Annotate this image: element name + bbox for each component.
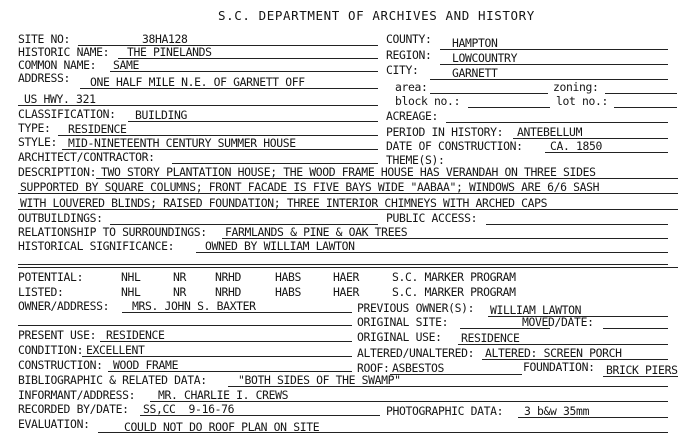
classification-value: BUILDING (135, 108, 188, 122)
date-construction-label: DATE OF CONSTRUCTION: (386, 139, 523, 153)
description-rule-1 (96, 178, 678, 179)
architect-label: ARCHITECT/CONTRACTOR: (18, 150, 155, 164)
condition-value: EXCELLENT (86, 343, 145, 357)
classification-label: CLASSIFICATION: (18, 107, 116, 121)
significance-rule (196, 252, 668, 253)
site-no-value: 38HA128 (142, 32, 188, 46)
owner-address-rule (122, 312, 352, 313)
roof-rule (390, 374, 522, 375)
area-label: area: (395, 80, 428, 94)
description-label: DESCRIPTION: (18, 165, 97, 179)
foundation-rule (603, 376, 678, 377)
recorded-rule (140, 415, 380, 416)
date-construction-value: CA. 1850 (550, 139, 603, 153)
original-site-label: ORIGINAL SITE: (357, 315, 449, 329)
type-label: TYPE: (18, 121, 51, 135)
roof-label: ROOF: (357, 361, 390, 375)
relationship-label: RELATIONSHIP TO SURROUNDINGS: (18, 225, 207, 239)
original-use-value: RESIDENCE (461, 331, 520, 345)
period-value: ANTEBELLUM (517, 125, 583, 139)
photographic-label: PHOTOGRAPHIC DATA: (386, 404, 504, 418)
architect-rule (172, 163, 378, 164)
public-access-label: PUBLIC ACCESS: (386, 211, 478, 225)
moved-date-label: MOVED/DATE: (522, 315, 594, 329)
foundation-value: BRICK PIERS (606, 363, 678, 377)
acreage-label: ACREAGE: (386, 109, 439, 123)
zoning-rule (605, 93, 677, 94)
evaluation-label: EVALUATION: (18, 417, 90, 431)
present-use-value: RESIDENCE (106, 328, 165, 342)
county-value: HAMPTON (452, 36, 498, 50)
present-use-label: PRESENT USE: (18, 328, 97, 342)
significance-rule-2 (18, 264, 668, 265)
significance-label: HISTORICAL SIGNIFICANCE: (18, 239, 175, 253)
altered-value: ALTERED: SCREEN PORCH (485, 346, 622, 360)
listed-nrhd: NRHD (215, 285, 242, 299)
address-label: ADDRESS: (18, 71, 71, 85)
site-no-label: SITE NO: (18, 32, 71, 46)
historic-name-rule (118, 58, 378, 59)
common-name-label: COMMON NAME: (18, 58, 97, 72)
bibliographic-value: "BOTH SIDES OF THE SWAMP" (238, 373, 401, 387)
common-name-rule (110, 71, 378, 72)
address-line2: US HWY. 321 (24, 92, 96, 106)
condition-rule (82, 356, 352, 357)
block-no-rule (468, 107, 550, 108)
block-no-label: block no.: (395, 94, 461, 108)
region-value: LOWCOUNTRY (452, 51, 518, 65)
significance-value: OWNED BY WILLIAM LAWTON (205, 239, 355, 253)
historic-name-value: THE PINELANDS (127, 45, 212, 59)
description-rule-2 (18, 193, 678, 194)
original-use-label: ORIGINAL USE: (357, 330, 442, 344)
condition-label: CONDITION: (18, 343, 84, 357)
themes-label: THEME(S): (386, 153, 445, 167)
listed-marker: S.C. MARKER PROGRAM (392, 285, 516, 299)
construction-label: CONSTRUCTION: (18, 358, 103, 372)
foundation-label: FOUNDATION: (523, 360, 595, 374)
outbuildings-label: OUTBUILDINGS: (18, 211, 103, 225)
potential-nhl: NHL (121, 270, 141, 284)
bibliographic-rule (228, 386, 668, 387)
moved-date-rule (603, 328, 668, 329)
description-rule-3 (18, 209, 678, 210)
style-label: STYLE: (18, 135, 58, 149)
previous-owners-label: PREVIOUS OWNER(S): (357, 301, 475, 315)
bibliographic-label: BIBLIOGRAPHIC & RELATED DATA: (18, 373, 207, 387)
region-label: REGION: (386, 48, 432, 62)
county-label: COUNTY: (386, 32, 432, 46)
city-value: GARNETT (452, 66, 498, 80)
photographic-rule (518, 417, 668, 418)
original-use-rule (458, 344, 668, 345)
listed-habs: HABS (275, 285, 302, 299)
evaluation-value: COULD NOT DO ROOF PLAN ON SITE (124, 420, 320, 434)
present-use-rule (100, 341, 352, 342)
listed-haer: HAER (333, 285, 360, 299)
recorded-value: SS,CC 9-16-76 (143, 402, 235, 416)
informant-value: MR. CHARLIE I. CREWS (158, 388, 289, 402)
potential-haer: HAER (333, 270, 360, 284)
roof-value: ASBESTOS (392, 361, 445, 375)
zoning-label: zoning: (553, 80, 599, 94)
classification-rule (128, 121, 378, 122)
city-rule (430, 79, 668, 80)
date-construction-rule (545, 152, 668, 153)
altered-label: ALTERED/UNALTERED: (357, 346, 475, 360)
potential-marker: S.C. MARKER PROGRAM (392, 270, 516, 284)
owner-address-rule-2 (18, 325, 352, 326)
lot-no-rule (614, 107, 677, 108)
common-name-value: SAME (113, 58, 140, 72)
construction-rule (108, 371, 352, 372)
form-title: S.C. DEPARTMENT OF ARCHIVES AND HISTORY (218, 8, 535, 23)
construction-value: WOOD FRAME (113, 358, 179, 372)
description-line-2: SUPPORTED BY SQUARE COLUMNS; FRONT FACADE IS FIVE BAYS WIDE "AABAA"; WINDOWS ARE 6/6 SASH (20, 180, 600, 194)
acreage-rule (446, 122, 668, 123)
owner-address-value: MRS. JOHN S. BAXTER (132, 299, 256, 313)
period-label: PERIOD IN HISTORY: (386, 125, 504, 139)
address-rule-1 (80, 88, 378, 89)
evaluation-rule (98, 432, 668, 433)
recorded-label: RECORDED BY/DATE: (18, 402, 129, 416)
description-line-3: WITH LOUVERED BLINDS; RAISED FOUNDATION; THREE INTERIOR CHIMNEYS WITH ARCHED CAPS (20, 196, 548, 210)
region-rule (440, 64, 668, 65)
previous-owners-value: WILLIAM LAWTON (490, 303, 582, 317)
address-line1: ONE HALF MILE N.E. OF GARNETT OFF (90, 75, 305, 89)
style-value: MID-NINETEENTH CENTURY SUMMER HOUSE (68, 136, 296, 150)
listed-nhl: NHL (121, 285, 141, 299)
potential-nrhd: NRHD (215, 270, 242, 284)
description-line-1: TWO STORY PLANTATION HOUSE; THE WOOD FRAME HOUSE HAS VERANDAH ON THREE SIDES (101, 165, 596, 179)
address-rule-2 (18, 105, 378, 106)
potential-habs: HABS (275, 270, 302, 284)
county-rule (440, 49, 668, 50)
historic-name-label: HISTORIC NAME: (18, 45, 110, 59)
relationship-value: FARMLANDS & PINE & OAK TREES (225, 225, 408, 239)
informant-label: INFORMANT/ADDRESS: (18, 388, 136, 402)
potential-label: POTENTIAL: (18, 270, 84, 284)
photographic-value: 3 b&w 35mm (524, 404, 590, 418)
section-divider (18, 267, 678, 268)
public-access-rule (486, 224, 668, 225)
site-no-rule (78, 45, 378, 46)
city-label: CITY: (386, 63, 419, 77)
lot-no-label: lot no.: (556, 94, 609, 108)
type-value: RESIDENCE (68, 122, 127, 136)
potential-nr: NR (173, 270, 187, 284)
listed-nr: NR (173, 285, 187, 299)
owner-address-label: OWNER/ADDRESS: (18, 299, 110, 313)
listed-label: LISTED: (18, 285, 64, 299)
